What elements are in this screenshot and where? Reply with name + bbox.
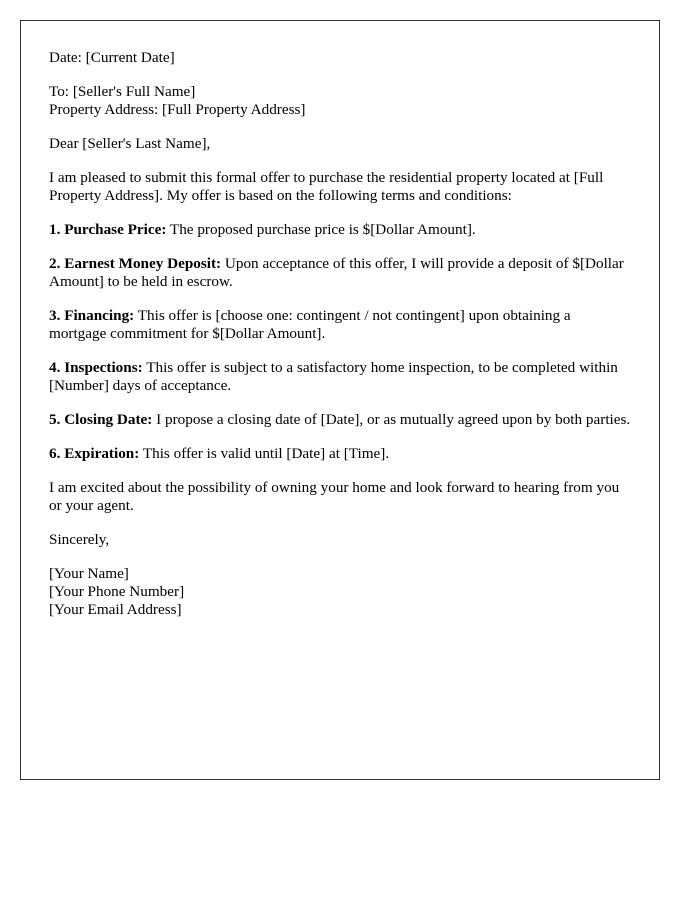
term-text: This offer is [choose one: contingent / not contingent] upon obtaining a mortgage commitment for $[Dollar Amount]. — [49, 307, 571, 342]
signature-name: [Your Name] — [49, 565, 129, 582]
term-text: Upon acceptance of this offer, I will provide a deposit of $[Dollar Amount] to be held in escrow. — [49, 255, 624, 290]
term-label: 4. Inspections: — [49, 359, 143, 376]
term-label: 3. Financing: — [49, 307, 135, 324]
term-text: The proposed purchase price is $[Dollar Amount]. — [166, 221, 476, 238]
salutation: Dear [Seller's Last Name], — [49, 135, 211, 152]
term-purchase-price — [49, 221, 631, 239]
property-address: Property Address: [Full Property Address] — [49, 101, 306, 118]
term-text: This offer is valid until [Date] at [Time]. — [139, 445, 390, 462]
term-financing — [49, 307, 631, 343]
term-text: I propose a closing date of [Date], or as mutually agreed upon by both parties. — [152, 411, 631, 428]
intro-paragraph: I am pleased to submit this formal offer to purchase the residential property located at [Full Property Address]. My offer is based on the following terms and conditions: — [49, 169, 604, 204]
letter-page — [20, 20, 660, 780]
term-earnest-money — [49, 255, 631, 291]
sign-off: Sincerely, — [49, 531, 110, 548]
recipient-block — [49, 83, 631, 119]
term-expiration — [49, 445, 631, 463]
term-inspections — [49, 359, 631, 395]
term-label: 2. Earnest Money Deposit: — [49, 255, 222, 272]
closing-paragraph: I am excited about the possibility of owning your home and look forward to hearing from you or your agent. — [49, 479, 620, 514]
term-label: 5. Closing Date: — [49, 411, 153, 428]
term-closing-date — [49, 411, 631, 429]
term-text: This offer is subject to a satisfactory home inspection, to be completed within [Number] days of acceptance. — [49, 359, 618, 394]
recipient-name: To: [Seller's Full Name] — [49, 83, 196, 100]
signature-phone: [Your Phone Number] — [49, 583, 185, 600]
signature-email: [Your Email Address] — [49, 601, 182, 618]
term-label: 6. Expiration: — [49, 445, 140, 462]
term-label: 1. Purchase Price: — [49, 221, 167, 238]
signature-block — [49, 565, 631, 619]
date-line: Date: [Current Date] — [49, 49, 175, 66]
